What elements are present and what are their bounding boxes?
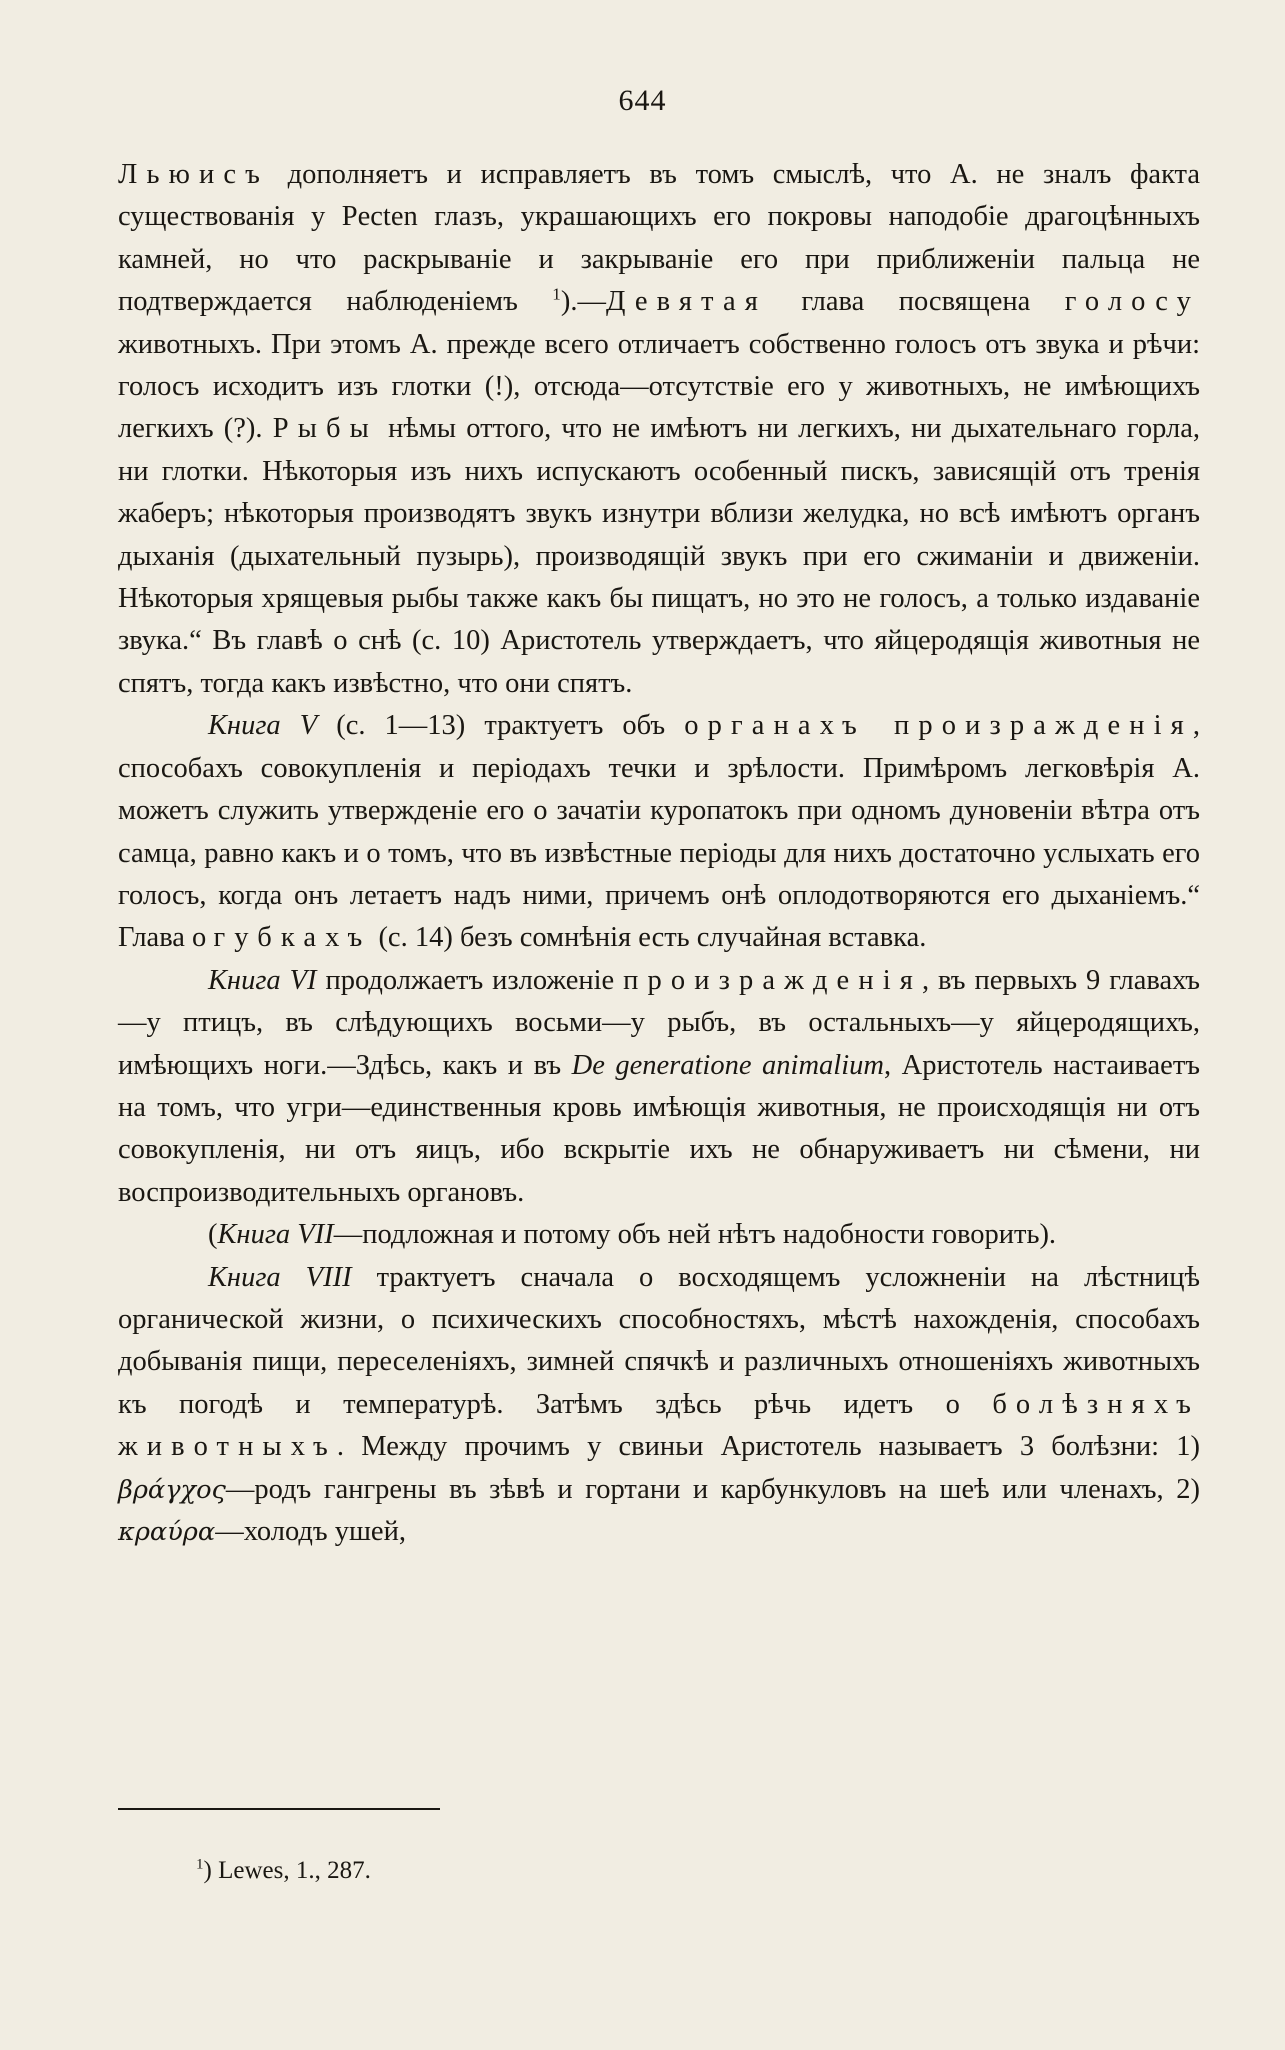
text-run: дополняетъ и исправляетъ въ томъ смыслѣ, что А. не зналъ факта существованія у Pecten глазъ, украшающихъ его покровы наподобіе драгоцѣнныхъ камней, но что раскрываніе и закрываніе его при приближеніи пальца не подтверждается наблюденіемъ: [118, 159, 1200, 318]
footnote-marker: 1: [196, 1856, 204, 1873]
spaced-term: Льюисъ: [118, 159, 269, 190]
text-run: животныхъ. При этомъ А. прежде всего отличаетъ собственно голосъ отъ звука и рѣчи: голосъ исходитъ изъ глотки (!), отсюда—отсутствіе его у животныхъ, не имѣющихъ легкихъ (?).: [118, 328, 1200, 445]
book-heading: Книга V: [208, 710, 318, 742]
spaced-term: произражденія: [623, 964, 922, 996]
spaced-term: губкахъ: [213, 922, 372, 954]
text-run: продолжаетъ изложеніе: [316, 964, 624, 996]
text-run: (с. 1—13) трактуетъ объ: [317, 710, 685, 742]
text-run: глава посвящена: [766, 286, 1065, 318]
text-run: ).—: [560, 286, 606, 318]
text-run: трактуетъ сначала о восходящемъ усложненіи на лѣстницѣ органической жизни, о психическихъ способностяхъ, мѣстѣ нахожденія, способахъ добыванія пищи, переселеніяхъ, зимней спячкѣ и различныхъ отношеніяхъ животныхъ къ погодѣ и температурѣ. Затѣмъ здѣсь рѣчь идетъ о: [118, 1261, 1200, 1420]
book-heading: Книга VIII: [208, 1261, 352, 1293]
spaced-term: болѣзняхъ животныхъ: [118, 1388, 1200, 1463]
text-run: , способахъ совокупленія и періодахъ течки и зрѣлости. Примѣромъ легковѣрія А. можетъ служить утвержденіе его о зачатіи куропатокъ при одномъ дуновеніи вѣтра отъ самца, равно какъ и о томъ, что въ извѣстные періоды для нихъ достаточно услыхать его голосъ, когда онъ летаетъ надъ ними, причемъ онѣ оплодотворяются его дыханіемъ.“ Глава о: [118, 710, 1200, 954]
greek-term: βράγχος: [118, 1474, 226, 1505]
spaced-term: Рыбы: [272, 413, 378, 445]
paragraph: [118, 960, 1200, 1214]
footnote-ref[interactable]: 1: [552, 284, 561, 304]
footnote-text: ) Lewes, 1., 287.: [203, 1857, 371, 1884]
text-run: , Аристотель настаиваетъ на томъ, что угри—единственныя кровь имѣющія животныя, не происходящія ни отъ совокупленія, ни отъ яицъ, ибо вскрытіе ихъ не обнаруживаетъ ни сѣмени, ни воспроизводительныхъ органовъ.: [118, 1049, 1201, 1208]
text-run: —родъ гангрены въ зѣвѣ и гортани и карбункуловъ на шеѣ или членахъ, 2): [225, 1473, 1200, 1505]
latin-title: De generatione animalium: [571, 1049, 884, 1081]
text-run: (: [208, 1219, 218, 1251]
text-run: —подложная и потому объ ней нѣтъ надобности говорить).: [333, 1219, 1057, 1251]
text-run: —холодъ ушей,: [215, 1516, 406, 1547]
spaced-term: голосу: [1064, 286, 1200, 318]
book-heading: Книга VII: [217, 1219, 334, 1251]
book-heading: Книга VI: [208, 964, 317, 996]
paragraph: [118, 154, 1200, 705]
paragraph: [118, 705, 1200, 959]
text-run: . Между прочимъ у свиньи Аристотель называетъ 3 болѣзни: 1): [336, 1431, 1200, 1463]
spaced-term: органахъ произражденія: [684, 710, 1193, 742]
paragraph: [118, 1257, 1200, 1554]
page-number: 644: [618, 84, 667, 117]
footnote-rule: [118, 1808, 440, 1810]
paragraph: [118, 1214, 1200, 1256]
footnote: [196, 1855, 371, 1887]
text-run: , въ первыхъ 9 главахъ—у птицъ, въ слѣдующихъ восьми—у рыбъ, въ остальныхъ—у яйцеродящихъ, имѣющихъ ноги.—Здѣсь, какъ и въ: [118, 964, 1200, 1081]
text-run: нѣмы оттого, что не имѣютъ ни легкихъ, ни дыхательнаго горла, ни глотки. Нѣкоторыя изъ нихъ испускаютъ особенный пискъ, зависящій отъ тренія жаберъ; нѣкоторыя производятъ звукъ изнутри вблизи желудка, но всѣ имѣютъ органъ дыханія (дыхательный пузырь), производящій звукъ при его сжиманіи и движеніи. Нѣкоторыя хрящевыя рыбы также какъ бы пищатъ, но это не голосъ, а только издаваніе звука.“ Въ главѣ о снѣ (с. 10) Аристотель утверждаетъ, что яйцеродящія животныя не спятъ, тогда какъ извѣстно, что они спятъ.: [118, 413, 1200, 699]
spaced-term: Девятая: [605, 286, 767, 318]
text-run: (с. 14) безъ сомнѣнія есть случайная вставка.: [371, 922, 927, 954]
greek-term: κραύρα: [118, 1517, 216, 1547]
body-text: [118, 154, 1200, 1553]
